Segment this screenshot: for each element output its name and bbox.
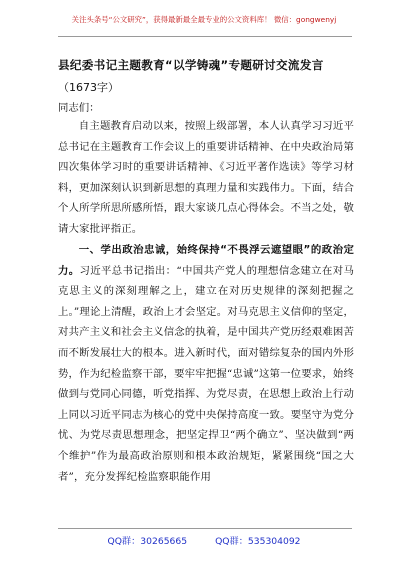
document-title: 县纪委书记主题教育“以学铸魂”专题研讨交流发言	[58, 58, 324, 72]
header-divider	[58, 36, 352, 37]
word-count: （1673字）	[58, 81, 119, 94]
qq-group-1: QQ群：30265665	[107, 536, 188, 547]
section-heading-1: 一、学出政治忠诚，始终保持“不畏浮云遮望眼”的政治定力。	[58, 244, 354, 277]
footer-contacts	[0, 533, 408, 547]
header-note: 关注头条号“公文研究”，获得最新最全最专业的公文资料库！ 微信：gongwenyj	[71, 15, 337, 24]
section-body-1: 习近平总书记指出：“中国共产党人的理想信念建立在对马克思主义的深刻理解之上，建立在对历史规律的深刻把握之上。”理论上清醒，政治上才会坚定。对马克思主义信仰的坚定，对共产主义和社会主义信念的执着，是中国共产党历经艰难困苦而不断发展壮大的根本。进入新时代，面对错综复杂的国内外形势，作为纪检监察干部，要牢牢把握“忠诚”这第一位要求，始终做到与党同心同德，听党指挥、为党尽责，在思想上政治上行动上同以习近平同志为核心的党中央保持高度一致。要坚守为党分忧、为党尽责思想理念，把坚定捍卫“两个确立”、坚决做到“两个维护”作为最高政治原则和根本政治规矩，紧紧围绕“国之大者”，充分发挥纪检监察职能作用	[58, 264, 354, 483]
salutation: 同志们：	[58, 102, 100, 114]
paragraph-section-1	[58, 240, 354, 487]
qq-group-2: QQ群：535304092	[215, 536, 301, 547]
footer-divider	[58, 528, 352, 529]
paragraph-intro: 自主题教育启动以来，按照上级部署，本人认真学习习近平总书记在主题教育工作会议上的重要讲话精神、在中央政治局第四次集体学习时的重要讲话精神、《习近平著作选读》等学习材料，更加深刻认识到新思想的真理力量和实践伟力。下面，结合个人所学所思所感所悟，跟大家谈几点心得体会。不当之处，敬请大家批评指正。	[58, 120, 354, 235]
